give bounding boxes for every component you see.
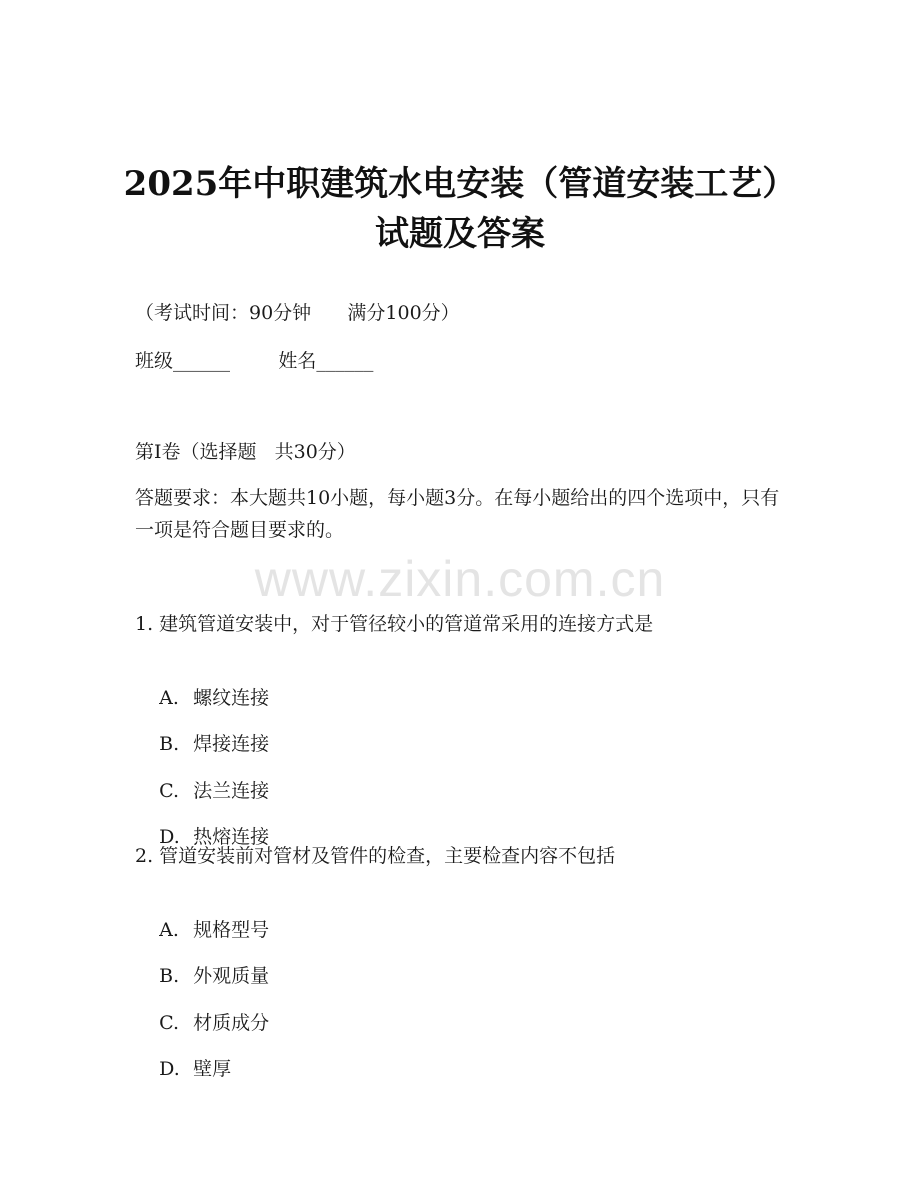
option-text: 热熔连接 <box>193 826 270 848</box>
question-stem: 1. 建筑管道安装中，对于管径较小的管道常采用的连接方式是 <box>135 613 654 635</box>
option-text: 螺纹连接 <box>193 687 270 709</box>
class-name-line: 班级______ 姓名______ <box>135 350 374 372</box>
document-title-line1: 2025年中职建筑水电安装（管道安装工艺） <box>123 164 797 204</box>
section-instructions: 答题要求：本大题共10小题，每小题3分。在每小题给出的四个选项中，只有一项是符合题目要求的。 <box>135 487 780 541</box>
question-stem: 2. 管道安装前对管材及管件的检查，主要检查内容不包括 <box>135 845 616 867</box>
option-letter: B. <box>159 733 180 755</box>
option-letter: A. <box>159 687 179 709</box>
option-text: 法兰连接 <box>193 780 270 802</box>
option-text: 焊接连接 <box>193 733 270 755</box>
option-text: 规格型号 <box>193 919 270 941</box>
section-heading: 第Ⅰ卷（选择题 共30分） <box>135 441 356 463</box>
option-text: 外观质量 <box>193 965 270 987</box>
watermark: www.zixin.com.cn <box>254 551 666 607</box>
option-letter: D. <box>159 826 180 848</box>
document-title-line2: 试题及答案 <box>375 214 545 254</box>
option-text: 材质成分 <box>193 1012 270 1034</box>
option-letter: C. <box>159 780 180 802</box>
option-text: 壁厚 <box>193 1058 232 1080</box>
exam-info: （考试时间：90分钟 满分100分） <box>135 302 460 324</box>
option-letter: C. <box>159 1012 180 1034</box>
option-letter: A. <box>159 919 179 941</box>
option-letter: D. <box>159 1058 180 1080</box>
option-letter: B. <box>159 965 180 987</box>
answer-option <box>135 1027 231 1111</box>
